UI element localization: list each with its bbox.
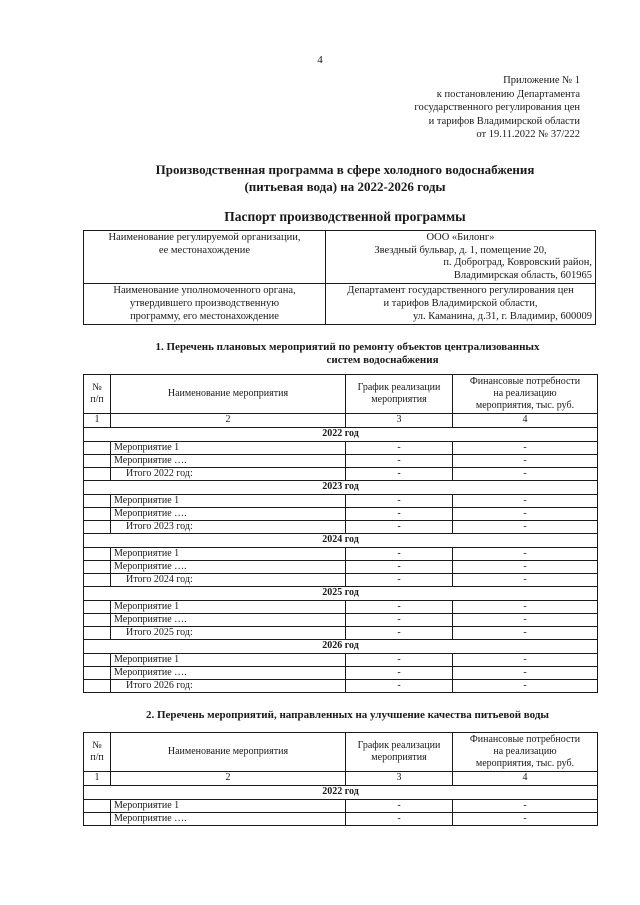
events-table-quality bbox=[83, 732, 598, 826]
finance-cell: - bbox=[453, 521, 598, 534]
table-row bbox=[84, 667, 598, 680]
table-row bbox=[84, 548, 598, 561]
year-total-label: Итого 2026 год: bbox=[111, 680, 346, 693]
col-number: 2 bbox=[111, 414, 346, 428]
year-row bbox=[84, 428, 598, 442]
event-name: Мероприятие …. bbox=[111, 561, 346, 574]
appendix-block bbox=[360, 74, 580, 142]
finance-cell: - bbox=[453, 442, 598, 455]
text-line: мероприятия, тыс. руб. bbox=[475, 400, 575, 411]
finance-cell: - bbox=[453, 601, 598, 614]
finance-cell: - bbox=[453, 627, 598, 640]
text-line: на реализацию bbox=[493, 388, 557, 399]
text-line: График реализации bbox=[357, 740, 441, 751]
text-line: Финансовые потребности bbox=[469, 376, 581, 387]
table-row bbox=[84, 561, 598, 574]
year-heading: 2022 год bbox=[84, 786, 598, 800]
row-number-cell bbox=[84, 468, 111, 481]
row-number-cell bbox=[84, 508, 111, 521]
section2-title: 2. Перечень мероприятий, направленных на улучшение качества питьевой воды bbox=[145, 709, 549, 721]
col-number: 1 bbox=[84, 414, 111, 428]
passport-label-cell bbox=[84, 284, 326, 325]
schedule-cell: - bbox=[346, 800, 453, 813]
schedule-cell: - bbox=[346, 627, 453, 640]
col-header-num bbox=[84, 375, 111, 414]
row-number-cell bbox=[84, 614, 111, 627]
finance-cell: - bbox=[453, 561, 598, 574]
passport-label-cell bbox=[84, 231, 326, 284]
text-line: п. Доброград, Ковровский район, bbox=[443, 257, 592, 269]
finance-cell: - bbox=[453, 813, 598, 826]
year-heading: 2026 год bbox=[84, 640, 598, 654]
row-number-cell bbox=[84, 667, 111, 680]
event-name: Мероприятие 1 bbox=[111, 800, 346, 813]
row-number-cell bbox=[84, 627, 111, 640]
event-name: Мероприятие 1 bbox=[111, 495, 346, 508]
finance-cell: - bbox=[453, 548, 598, 561]
row-number-cell bbox=[84, 654, 111, 667]
row-number-cell bbox=[84, 601, 111, 614]
table-row bbox=[84, 800, 598, 813]
schedule-cell: - bbox=[346, 495, 453, 508]
title-line: 1. Перечень плановых мероприятий по ремонту объектов централизованных bbox=[155, 341, 540, 353]
finance-cell: - bbox=[453, 508, 598, 521]
appendix-line: к постановлению Департамента bbox=[436, 88, 580, 100]
row-number-cell bbox=[84, 495, 111, 508]
appendix-line: и тарифов Владимирской области bbox=[428, 115, 580, 127]
col-number: 4 bbox=[453, 772, 598, 786]
schedule-cell: - bbox=[346, 601, 453, 614]
passport-title: Паспорт производственной программы bbox=[224, 209, 466, 224]
text-line: на реализацию bbox=[493, 746, 557, 757]
year-heading: 2025 год bbox=[84, 587, 598, 601]
col-header-name: Наименование мероприятия bbox=[111, 733, 346, 772]
title-line: (питьевая вода) на 2022-2026 годы bbox=[244, 179, 446, 194]
finance-cell: - bbox=[453, 800, 598, 813]
passport-table bbox=[83, 230, 596, 325]
text-line: № bbox=[92, 740, 102, 751]
table-row bbox=[84, 627, 598, 640]
schedule-cell: - bbox=[346, 548, 453, 561]
col-header-schedule bbox=[346, 733, 453, 772]
finance-cell: - bbox=[453, 654, 598, 667]
year-row bbox=[84, 534, 598, 548]
text-line: Финансовые потребности bbox=[469, 734, 581, 745]
appendix-line: Приложение № 1 bbox=[503, 75, 580, 86]
col-number: 4 bbox=[453, 414, 598, 428]
text-line: и тарифов Владимирской области, bbox=[383, 297, 538, 309]
schedule-cell: - bbox=[346, 667, 453, 680]
col-header-num bbox=[84, 733, 111, 772]
table-header-row bbox=[84, 733, 598, 772]
table-row bbox=[84, 495, 598, 508]
text-line: ее местонахождение bbox=[158, 244, 251, 256]
table-row bbox=[84, 442, 598, 455]
year-heading: 2022 год bbox=[84, 428, 598, 442]
text-line: мероприятия bbox=[371, 752, 427, 763]
page-number: 4 bbox=[317, 54, 323, 66]
schedule-cell: - bbox=[346, 521, 453, 534]
row-number-cell bbox=[84, 574, 111, 587]
appendix-line: от 19.11.2022 № 37/222 bbox=[476, 129, 580, 141]
col-header-finance bbox=[453, 733, 598, 772]
col-header-schedule bbox=[346, 375, 453, 414]
table-header-row bbox=[84, 375, 598, 414]
column-numbers-row bbox=[84, 772, 598, 786]
event-name: Мероприятие …. bbox=[111, 614, 346, 627]
year-row bbox=[84, 587, 598, 601]
finance-cell: - bbox=[453, 574, 598, 587]
text-line: Департамент государственного регулирования цен bbox=[347, 285, 574, 297]
section1-title bbox=[60, 341, 635, 367]
schedule-cell: - bbox=[346, 574, 453, 587]
appendix-line: государственного регулирования цен bbox=[414, 102, 580, 114]
text-line: программу, его местонахождение bbox=[130, 310, 279, 322]
schedule-cell: - bbox=[346, 680, 453, 693]
row-number-cell bbox=[84, 561, 111, 574]
table-row bbox=[84, 654, 598, 667]
col-number: 1 bbox=[84, 772, 111, 786]
row-number-cell bbox=[84, 521, 111, 534]
title-line: систем водоснабжения bbox=[326, 354, 439, 366]
year-total-label: Итого 2024 год: bbox=[111, 574, 346, 587]
schedule-cell: - bbox=[346, 442, 453, 455]
event-name: Мероприятие 1 bbox=[111, 442, 346, 455]
text-line: ООО «Билонг» bbox=[426, 232, 495, 243]
title-line: Производственная программа в сфере холодного водоснабжения bbox=[155, 162, 535, 177]
finance-cell: - bbox=[453, 468, 598, 481]
finance-cell: - bbox=[453, 495, 598, 508]
row-number-cell bbox=[84, 455, 111, 468]
table-row bbox=[84, 601, 598, 614]
schedule-cell: - bbox=[346, 508, 453, 521]
text-line: ул. Каманина, д.31, г. Владимир, 600009 bbox=[412, 310, 592, 322]
col-number: 2 bbox=[111, 772, 346, 786]
col-header-name: Наименование мероприятия bbox=[111, 375, 346, 414]
event-name: Мероприятие …. bbox=[111, 813, 346, 826]
event-name: Мероприятие 1 bbox=[111, 548, 346, 561]
text-line: Наименование регулируемой организации, bbox=[108, 232, 301, 243]
text-line: График реализации bbox=[357, 382, 441, 393]
text-line: Владимирская область, 601965 bbox=[453, 269, 592, 281]
event-name: Мероприятие …. bbox=[111, 667, 346, 680]
row-number-cell bbox=[84, 548, 111, 561]
col-number: 3 bbox=[346, 414, 453, 428]
text-line: Наименование уполномоченного органа, bbox=[113, 285, 296, 297]
schedule-cell: - bbox=[346, 561, 453, 574]
row-number-cell bbox=[84, 680, 111, 693]
table-row bbox=[84, 455, 598, 468]
passport-row bbox=[84, 231, 596, 284]
passport-value-cell bbox=[326, 284, 596, 325]
schedule-cell: - bbox=[346, 654, 453, 667]
year-row bbox=[84, 481, 598, 495]
event-name: Мероприятие 1 bbox=[111, 654, 346, 667]
text-line: мероприятия bbox=[371, 394, 427, 405]
event-name: Мероприятие …. bbox=[111, 508, 346, 521]
table-row bbox=[84, 468, 598, 481]
schedule-cell: - bbox=[346, 813, 453, 826]
text-line: утвердившего производственную bbox=[129, 297, 280, 309]
text-line: п/п bbox=[90, 752, 104, 763]
schedule-cell: - bbox=[346, 455, 453, 468]
schedule-cell: - bbox=[346, 614, 453, 627]
finance-cell: - bbox=[453, 455, 598, 468]
event-name: Мероприятие …. bbox=[111, 455, 346, 468]
text-line: мероприятия, тыс. руб. bbox=[475, 758, 575, 769]
event-name: Мероприятие 1 bbox=[111, 601, 346, 614]
row-number-cell bbox=[84, 442, 111, 455]
text-line: п/п bbox=[90, 394, 104, 405]
table-row bbox=[84, 574, 598, 587]
schedule-cell: - bbox=[346, 468, 453, 481]
row-number-cell bbox=[84, 813, 111, 826]
table-row bbox=[84, 521, 598, 534]
year-row bbox=[84, 786, 598, 800]
document-title bbox=[60, 161, 630, 195]
finance-cell: - bbox=[453, 667, 598, 680]
table-row bbox=[84, 508, 598, 521]
year-total-label: Итого 2025 год: bbox=[111, 627, 346, 640]
year-heading: 2024 год bbox=[84, 534, 598, 548]
text-line: № bbox=[92, 382, 102, 393]
col-number: 3 bbox=[346, 772, 453, 786]
passport-value-cell bbox=[326, 231, 596, 284]
events-table-repairs bbox=[83, 374, 598, 693]
year-heading: 2023 год bbox=[84, 481, 598, 495]
table-row bbox=[84, 614, 598, 627]
table-row bbox=[84, 680, 598, 693]
finance-cell: - bbox=[453, 680, 598, 693]
year-total-label: Итого 2023 год: bbox=[111, 521, 346, 534]
text-line: Звездный бульвар, д. 1, помещение 20, bbox=[374, 244, 547, 256]
row-number-cell bbox=[84, 800, 111, 813]
column-numbers-row bbox=[84, 414, 598, 428]
year-row bbox=[84, 640, 598, 654]
table-row bbox=[84, 813, 598, 826]
finance-cell: - bbox=[453, 614, 598, 627]
col-header-finance bbox=[453, 375, 598, 414]
year-total-label: Итого 2022 год: bbox=[111, 468, 346, 481]
passport-row bbox=[84, 284, 596, 325]
